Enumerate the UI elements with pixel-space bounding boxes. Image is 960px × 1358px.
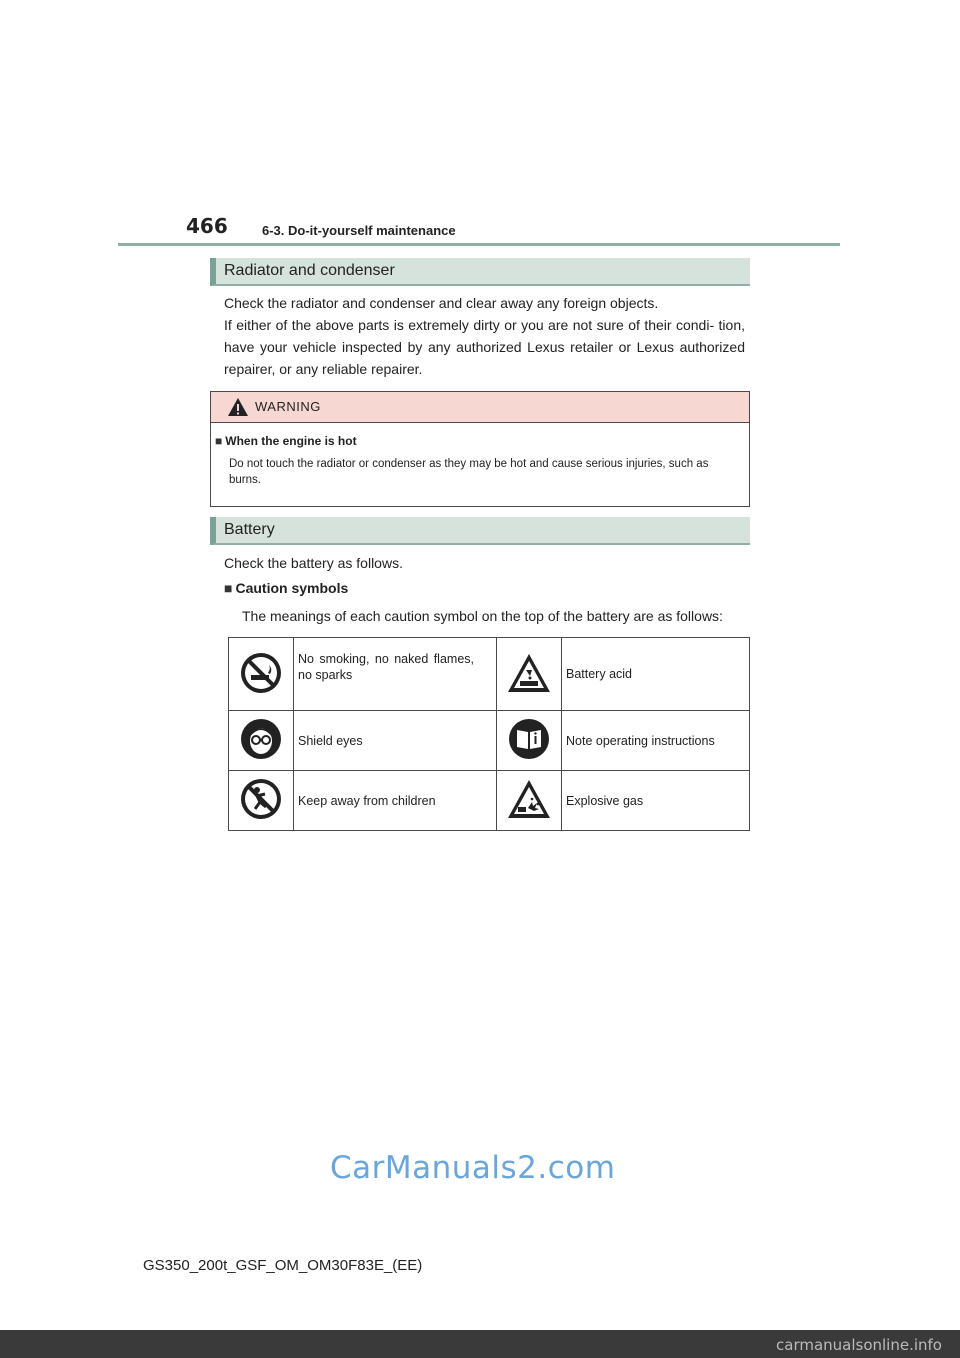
- battery-heading: [210, 517, 750, 545]
- site-watermark: carmanualsonline.info: [776, 1336, 942, 1354]
- warning-box: [210, 391, 750, 507]
- symbol-label: Keep away from children: [294, 771, 497, 831]
- battery-intro: Check the battery as follows.: [224, 555, 403, 571]
- header-rule: [118, 243, 840, 246]
- symbol-label: Explosive gas: [562, 771, 750, 831]
- no-smoking-icon: [239, 651, 283, 695]
- battery-acid-icon: [506, 652, 552, 694]
- site-watermark-strip: [0, 1330, 960, 1358]
- caution-symbols-table: [228, 637, 750, 831]
- radiator-para-2: If either of the above parts is extremely dirty or you are not sure of their condi- tion, have your vehicle inspected by any authorized Lexus retailer or Lexus authorized repairer, or any reliable repairer.: [224, 317, 745, 377]
- table-row: [229, 638, 750, 711]
- battery-heading-text: Battery: [224, 521, 275, 538]
- radiator-heading: [210, 258, 750, 286]
- warning-title: [215, 434, 357, 448]
- operating-instructions-icon: [507, 717, 551, 761]
- shield-eyes-icon: [239, 717, 283, 761]
- symbol-label: Shield eyes: [294, 711, 497, 771]
- square-bullet-icon: ■: [215, 434, 223, 448]
- warning-triangle-icon: [227, 397, 249, 417]
- symbol-label: Battery acid: [562, 638, 750, 711]
- footer-doc-code: GS350_200t_GSF_OM_OM30F83E_(EE): [143, 1257, 423, 1274]
- caution-symbols-subheading: [224, 580, 348, 596]
- warning-label: WARNING: [255, 399, 321, 414]
- symbol-label: No smoking, no naked flames, no sparks: [294, 638, 497, 711]
- radiator-para-1: Check the radiator and condenser and clear away any foreign objects.: [224, 295, 659, 311]
- caution-symbols-subheading-text: Caution symbols: [235, 580, 349, 596]
- explosive-gas-icon: [506, 778, 552, 820]
- radiator-heading-text: Radiator and condenser: [224, 262, 395, 279]
- page-number: 466: [186, 214, 228, 238]
- section-title: 6-3. Do-it-yourself maintenance: [262, 223, 456, 238]
- square-bullet-icon: ■: [224, 580, 233, 596]
- warning-header: [211, 392, 749, 423]
- symbol-icon-cell: [229, 711, 294, 771]
- symbol-icon-cell: [497, 771, 562, 831]
- warning-body: Do not touch the radiator or condenser as they may be hot and cause serious injuries, such as burns.: [229, 458, 709, 486]
- symbol-icon-cell: [229, 771, 294, 831]
- table-row: [229, 711, 750, 771]
- symbol-icon-cell: [497, 638, 562, 711]
- symbol-label: Note operating instructions: [562, 711, 750, 771]
- warning-title-text: When the engine is hot: [225, 434, 357, 448]
- carmanuals-watermark: CarManuals2.com: [330, 1150, 616, 1186]
- symbol-icon-cell: [497, 711, 562, 771]
- symbol-icon-cell: [229, 638, 294, 711]
- caution-symbols-description: The meanings of each caution symbol on the top of the battery are as follows:: [242, 608, 723, 624]
- table-row: [229, 771, 750, 831]
- keep-away-children-icon: [239, 777, 283, 821]
